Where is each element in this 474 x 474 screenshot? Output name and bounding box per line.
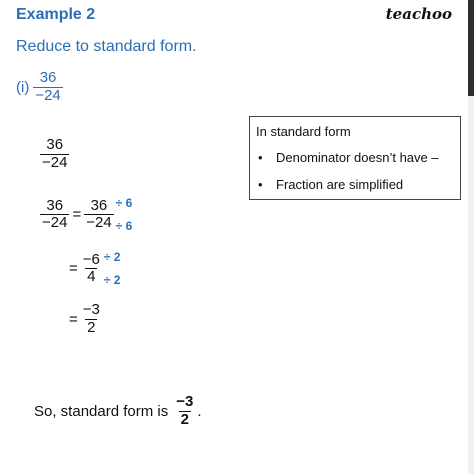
step-3: [66, 246, 120, 292]
divisor-numerator: ÷ 6: [115, 196, 133, 210]
equals-sign: =: [69, 260, 78, 278]
step-3-divisors: [104, 246, 121, 292]
step-2: [40, 192, 132, 238]
step-2-rhs-fraction: [84, 198, 113, 232]
fraction-denominator: −24: [42, 153, 68, 171]
bullet-marker: •: [258, 150, 263, 165]
equals-sign: =: [72, 206, 82, 224]
brand-logo: teachoo: [385, 5, 452, 23]
bullet-text: Denominator doesn’t have –: [276, 150, 439, 165]
fraction-denominator: 4: [87, 268, 96, 286]
conclusion-end: .: [197, 402, 202, 420]
part-label: (i): [16, 78, 30, 96]
step-2-lhs-fraction: [40, 198, 69, 232]
fraction-denominator: 2: [87, 318, 96, 336]
example-title: Example 2: [16, 6, 96, 23]
bullet-marker: •: [258, 177, 263, 192]
question-instruction: Reduce to standard form.: [16, 38, 197, 55]
info-box-bullet-1: [258, 150, 439, 165]
info-box-heading: In standard form: [256, 124, 351, 139]
info-box-bullet-2: [258, 177, 403, 192]
fraction-denominator: 2: [180, 410, 189, 428]
question-fraction: [33, 70, 62, 104]
fraction-numerator: 36: [90, 196, 108, 214]
divisor-denominator: ÷ 6: [115, 218, 133, 233]
question-part: [16, 70, 63, 104]
fraction-numerator: 36: [46, 196, 64, 214]
conclusion: [34, 394, 202, 428]
fraction-denominator: −24: [35, 86, 61, 104]
divisor-denominator: ÷ 2: [103, 272, 121, 287]
step-1-fraction: [40, 137, 69, 171]
answer-fraction: [174, 394, 195, 428]
info-box: [249, 116, 461, 200]
fraction-denominator: −24: [42, 214, 68, 232]
conclusion-text: So, standard form is: [34, 402, 169, 420]
fraction-numerator: −3: [82, 301, 100, 318]
fraction-numerator: 36: [46, 136, 64, 153]
divisor-numerator: ÷ 2: [103, 250, 121, 264]
scrollbar-thumb[interactable]: [468, 0, 474, 96]
step-4: [66, 302, 102, 336]
fraction-denominator: −24: [86, 214, 112, 232]
step-1: [40, 137, 69, 171]
step-3-fraction: [81, 252, 102, 286]
fraction-numerator: 36: [39, 69, 57, 86]
step-4-fraction: [81, 302, 102, 336]
bullet-text: Fraction are simplified: [276, 177, 404, 192]
equals-sign: =: [69, 310, 78, 328]
fraction-numerator: −3: [176, 393, 194, 410]
step-2-divisors: [116, 192, 133, 238]
fraction-numerator: −6: [82, 250, 100, 268]
